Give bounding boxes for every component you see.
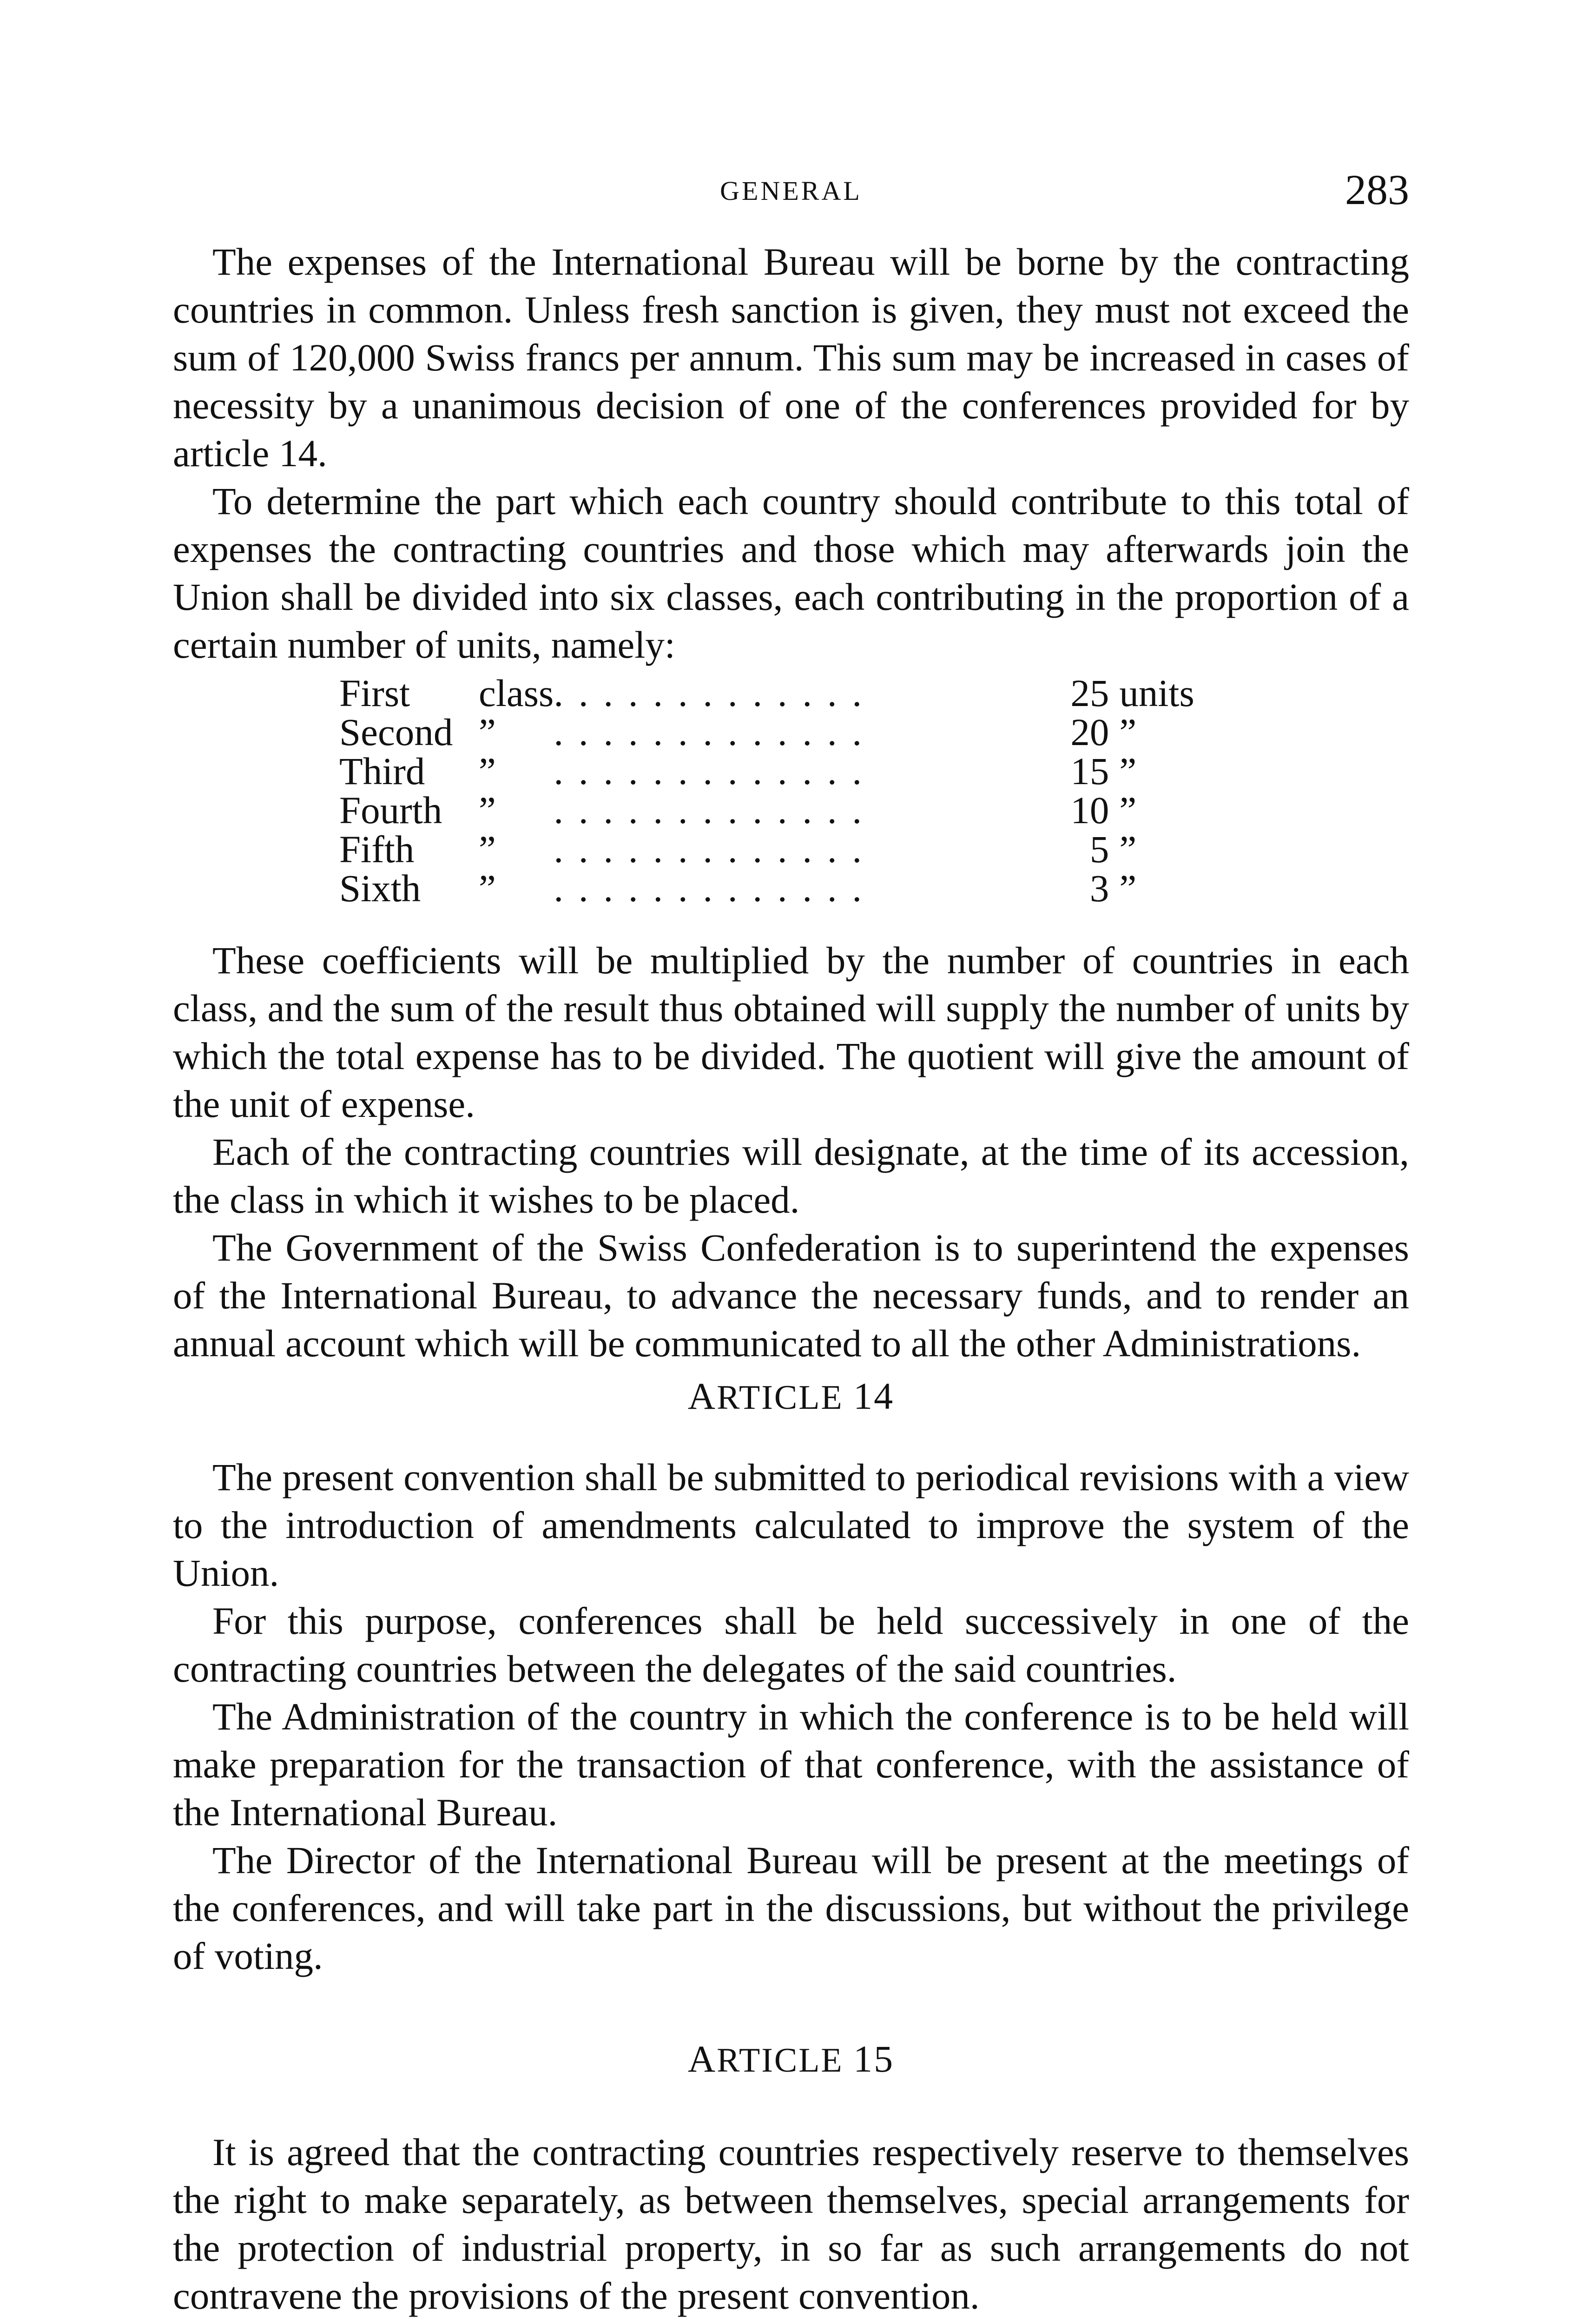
running-header — [173, 165, 1409, 216]
unit-label: ” — [1119, 711, 1137, 753]
heading-initial: A — [687, 2038, 717, 2080]
article-15-heading — [173, 2036, 1409, 2084]
dot-leader: . . . . . . . . . . . . . — [554, 750, 865, 792]
table-row — [339, 673, 1194, 713]
unit-label: ” — [1119, 867, 1137, 910]
class-units: 10 — [1070, 789, 1109, 832]
class-units: 25 — [1070, 672, 1109, 714]
paragraph-expenses: The expenses of the International Bureau will be borne by the contracting countries in common. Unless fresh sanction is given, they must not exceed the sum of 120,000 Swiss francs per annum. This sum may be increased in cases of necessity by a unanimous decision of one of the conferences provided for by article 14. — [173, 240, 1409, 475]
table-row — [339, 869, 1194, 908]
heading-rest: RTICLE — [717, 1379, 844, 1417]
class-name: Fourth — [339, 789, 442, 832]
class-label: ” — [479, 789, 496, 832]
unit-label: ” — [1119, 828, 1137, 871]
paragraph-conferences: For this purpose, conferences shall be held successively in one of the contracting countries between the delegates of the said countries. — [173, 1599, 1409, 1690]
heading-initial: A — [687, 1375, 717, 1417]
class-name: Sixth — [339, 867, 421, 910]
class-name: Second — [339, 711, 453, 753]
unit-label: ” — [1119, 789, 1137, 832]
class-label: ” — [479, 711, 496, 753]
heading-rest: RTICLE — [717, 2041, 844, 2080]
paragraph-classes-intro: To determine the part which each country should contribute to this total of expenses the contracting countries and those which may afterwards join the Union shall be divided into six classes, each contributing in the proportion of a certain number of units, namely: — [173, 480, 1409, 666]
table-row — [339, 752, 1194, 791]
paragraph-special-arrangements: It is agreed that the contracting countries respectively reserve to themselves the right to make separately, as between themselves, special arrangements for the protection of industrial property, in so far as such arrangements do not contravene the provisions of the present convention. — [173, 2131, 1409, 2317]
class-units: 15 — [1070, 750, 1109, 792]
class-label: class — [479, 672, 554, 714]
running-title: GENERAL — [720, 176, 862, 206]
class-label: ” — [479, 750, 496, 792]
paragraph-coefficients: These coefficients will be multiplied by the number of countries in each class, and the sum of the result thus obtained will supply the number of units by which the total expense has to be divided. The quotient will give the amount of the unit of expense. — [173, 939, 1409, 1125]
class-units: 3 — [1089, 867, 1109, 910]
contribution-class-table — [339, 673, 1194, 908]
paragraph-administration-preparation: The Administration of the country in which the conference is to be held will make preparation for the transaction of that conference, with the assistance of the International Bureau. — [173, 1695, 1409, 1834]
class-label: ” — [479, 867, 496, 910]
document-page — [173, 0, 1409, 2324]
heading-number: 14 — [853, 1375, 895, 1417]
unit-label: ” — [1119, 750, 1137, 792]
table-row — [339, 791, 1194, 830]
paragraph-swiss-government: The Government of the Swiss Confederation is to superintend the expenses of the International Bureau, to advance the necessary funds, and to render an annual account which will be communicated to all the other Administrations. — [173, 1226, 1409, 1365]
body-text — [173, 238, 1409, 2320]
unit-label: units — [1119, 672, 1194, 714]
paragraph-designate-class: Each of the contracting countries will designate, at the time of its accession, the class in which it wishes to be placed. — [173, 1130, 1409, 1221]
heading-number: 15 — [853, 2038, 895, 2080]
dot-leader: . . . . . . . . . . . . . — [554, 867, 865, 910]
article-14-heading — [173, 1373, 1409, 1421]
table-row — [339, 830, 1194, 869]
paragraph-director-present: The Director of the International Bureau will be present at the meetings of the conferences, and will take part in the discussions, but without the privilege of voting. — [173, 1839, 1409, 1977]
class-label: ” — [479, 828, 496, 871]
class-units: 20 — [1070, 711, 1109, 753]
dot-leader: . . . . . . . . . . . . . — [554, 789, 865, 832]
page-number: 283 — [1345, 166, 1409, 213]
dot-leader: . . . . . . . . . . . . . — [554, 672, 865, 714]
paragraph-periodical-revisions: The present convention shall be submitted to periodical revisions with a view to the introduction of amendments calculated to improve the system of the Union. — [173, 1456, 1409, 1594]
class-units: 5 — [1089, 828, 1109, 871]
class-name: Third — [339, 750, 425, 792]
dot-leader: . . . . . . . . . . . . . — [554, 828, 865, 871]
class-name: First — [339, 672, 410, 714]
table-row — [339, 713, 1194, 752]
dot-leader: . . . . . . . . . . . . . — [554, 711, 865, 753]
class-name: Fifth — [339, 828, 415, 871]
